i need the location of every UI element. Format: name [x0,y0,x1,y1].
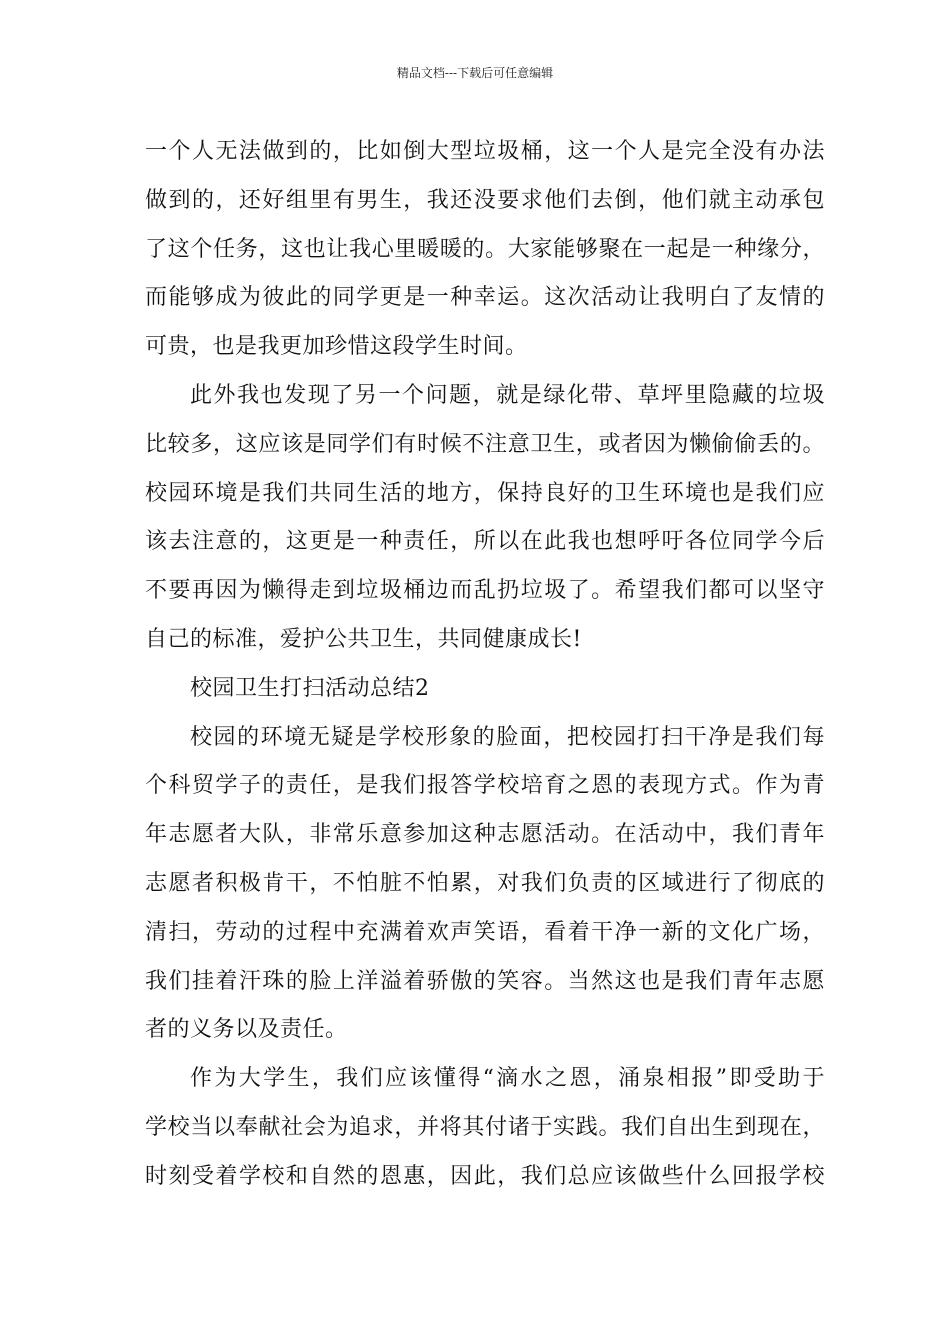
text-line: 校园环境是我们共同生活的地方，保持良好的卫生环境也是我们应 [145,480,825,506]
text-line: 校园的环境无疑是学校形象的脸面，把校园打扫干净是我们每 [190,724,825,750]
text-line: 了这个任务，这也让我心里暖暖的。大家能够聚在一起是一种缘分， [145,236,825,262]
text-line: 一个人无法做到的，比如倒大型垃圾桶，这一个人是完全没有办法 [145,139,825,164]
text-line: 校园卫生打扫活动总结2 [190,675,430,701]
text-line: 可贵，也是我更加珍惜这段学生时间。 [145,334,528,360]
page-header: 精品文档---下载后可任意编辑 [396,66,554,80]
text-line: 年志愿者大队，非常乐意参加这种志愿活动。在活动中，我们青年 [145,822,825,848]
text-line: 不要再因为懒得走到垃圾桶边而乱扔垃圾了。希望我们都可以坚守 [145,578,825,604]
text-line: 做到的，还好组里有男生，我还没要求他们去倒，他们就主动承包 [145,187,825,213]
text-line: 者的义务以及责任。 [145,1017,348,1043]
text-line: 此外我也发现了另一个问题，就是绿化带、草坪里隐藏的垃圾 [190,382,825,408]
text-line: 而能够成为彼此的同学更是一种幸运。这次活动让我明白了友情的 [145,285,825,311]
text-line: 我们挂着汗珠的脸上洋溢着骄傲的笑容。当然这也是我们青年志愿 [145,968,825,994]
text-line: 自己的标准，爱护公共卫生，共同健康成长! [145,626,582,652]
text-line: 学校当以奉献社会为追求，并将其付诸于实践。我们自出生到现在， [145,1114,825,1140]
text-line: 志愿者积极肯干，不怕脏不怕累，对我们负责的区域进行了彻底的 [145,870,825,896]
text-line: 作为大学生，我们应该懂得“滴水之恩，涌泉相报”即受助于 [190,1066,825,1092]
text-line: 比较多，这应该是同学们有时候不注意卫生，或者因为懒偷偷丢的。 [145,431,825,457]
text-line: 个科贸学子的责任，是我们报答学校培育之恩的表现方式。作为青 [145,773,825,799]
text-line: 时刻受着学校和自然的恩惠，因此，我们总应该做些什么回报学校 [145,1163,825,1189]
document-body [145,128,825,1202]
text-line: 该去注意的，这更是一种责任，所以在此我也想呼吁各位同学今后 [145,529,825,555]
text-line: 清扫，劳动的过程中充满着欢声笑语，看着干净一新的文化广场， [145,919,825,945]
